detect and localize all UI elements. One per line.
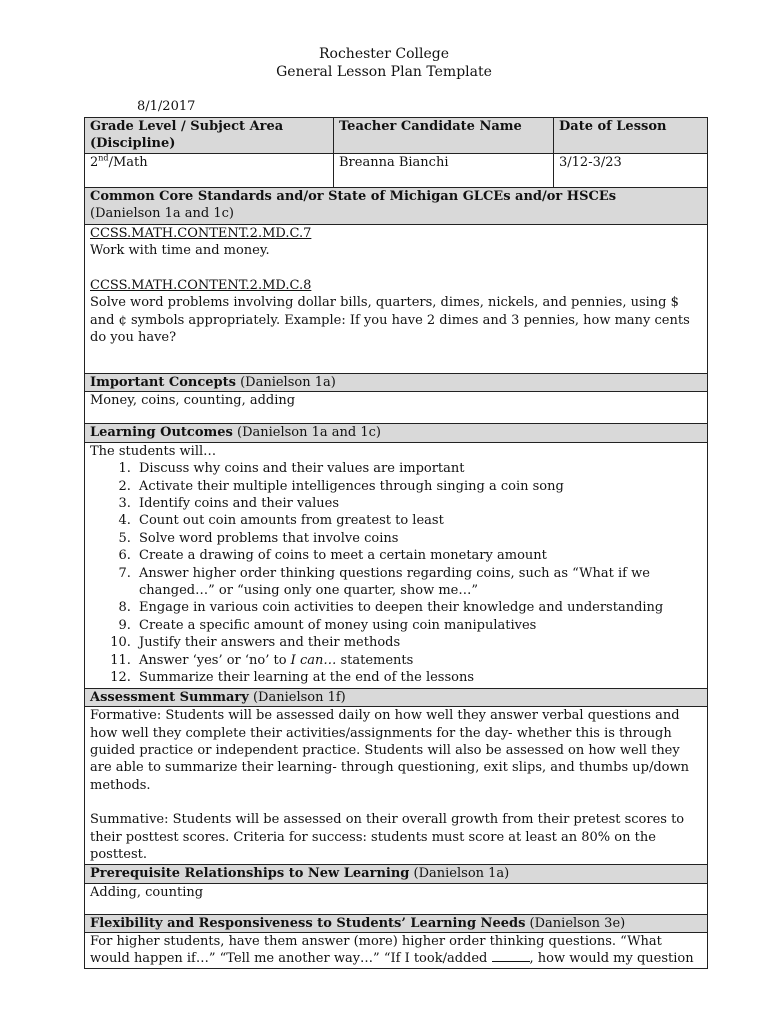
assessment-header-row <box>85 688 708 706</box>
outcomes-body-row <box>85 442 708 688</box>
outcome-item <box>135 652 702 669</box>
flex-header <box>85 914 708 932</box>
standards-header-row <box>85 188 708 225</box>
outcomes-intro: The students will… <box>90 443 217 459</box>
college-name: Rochester College <box>319 46 449 62</box>
outcome-text: Answer ‘yes’ or ‘no’ to <box>139 652 291 668</box>
prereq-header <box>85 865 708 883</box>
flex-header-row <box>85 914 708 932</box>
flex-title: Flexibility and Responsiveness to Students’ Learning Needs <box>90 915 526 931</box>
formative-text: Formative: Students will be assessed daily on how well they answer verbal questions and how well they complete their activities/assignments for the day- whether this is through guided practice or independent practice. Students will also be assessed on how well they are able to summarize their learning- through questioning, exit slips, and thumbs up/down methods. <box>90 708 689 793</box>
grade-number: 2 <box>90 155 99 170</box>
standards-body-row <box>85 225 708 374</box>
document-title <box>0 45 768 81</box>
concepts-title: Important Concepts <box>90 375 236 390</box>
grade-suffix: nd <box>98 153 109 163</box>
concepts-ref: (Danielson 1a) <box>240 375 336 390</box>
outcomes-ref: (Danielson 1a and 1c) <box>237 425 381 441</box>
lesson-date-header: Date of Lesson <box>554 118 708 154</box>
lesson-date-value: 3/12-3/23 <box>554 154 708 188</box>
standards-body <box>85 225 708 374</box>
outcome-item: 1. Discuss why coins and their values are important <box>135 460 702 477</box>
standard-text: Work with time and money. <box>90 243 270 259</box>
outcome-item: 8. Engage in various coin activities to deepen their knowledge and understanding <box>135 599 702 616</box>
prereq-text: Adding, counting <box>85 883 708 914</box>
outcomes-body <box>85 442 708 688</box>
standard-text: Solve word problems involving dollar bills, quarters, dimes, nickels, and pennies, using $ and ¢ symbols appropriately. Example: If you have 2 dimes and 3 pennies, how many cents do you have? <box>90 295 690 346</box>
concepts-text: Money, coins, counting, adding <box>85 392 708 424</box>
flex-text: , how would my question <box>529 951 694 967</box>
flex-text: For higher students, have them answer (more) higher order thinking questions. “What would happen if…” “Tell me another way…” “If I took/added <box>90 934 662 967</box>
prereq-header-row <box>85 865 708 883</box>
grade-level-value <box>85 154 334 188</box>
info-header-row <box>85 118 708 154</box>
outcome-text: statements <box>336 652 414 668</box>
teacher-name-header: Teacher Candidate Name <box>334 118 554 154</box>
standards-title: Common Core Standards and/or State of Michigan GLCEs and/or HSCEs <box>90 189 617 204</box>
outcome-emphasis: I can… <box>290 652 337 668</box>
standards-ref: (Danielson 1a and 1c) <box>90 206 234 222</box>
standards-header <box>85 188 708 225</box>
outcome-item: 7. Answer higher order thinking questions regarding coins, such as “What if we changed…” or “using only one quarter, show me…” <box>135 565 702 600</box>
outcomes-title: Learning Outcomes <box>90 425 233 441</box>
grade-level-header: Grade Level / Subject Area (Discipline) <box>85 118 334 154</box>
flex-body <box>85 933 708 969</box>
grade-subject: /Math <box>108 155 148 170</box>
document-date: 8/1/2017 <box>137 99 196 114</box>
info-values-row <box>85 154 708 188</box>
outcome-item: 2. Activate their multiple intelligences through singing a coin song <box>135 478 702 495</box>
assessment-body-row <box>85 707 708 865</box>
standard-code-link[interactable]: CCSS.MATH.CONTENT.2.MD.C.8 <box>90 277 312 293</box>
prereq-title: Prerequisite Relationships to New Learning <box>90 866 410 882</box>
outcome-item: 9. Create a specific amount of money using coin manipulatives <box>135 617 702 634</box>
outcome-item: 6. Create a drawing of coins to meet a certain monetary amount <box>135 547 702 564</box>
outcomes-header-row <box>85 424 708 442</box>
concepts-body-row <box>85 392 708 424</box>
fill-in-blank <box>492 950 530 962</box>
outcome-item: 5. Solve word problems that involve coins <box>135 530 702 547</box>
template-name: General Lesson Plan Template <box>276 64 492 80</box>
outcome-item: 4. Count out coin amounts from greatest to least <box>135 512 702 529</box>
prereq-ref: (Danielson 1a) <box>413 866 510 882</box>
outcome-item: 12. Summarize their learning at the end of the lessons <box>135 669 702 686</box>
outcomes-header <box>85 424 708 442</box>
concepts-header-row <box>85 374 708 392</box>
outcomes-list <box>90 460 702 686</box>
standard-code-link[interactable]: CCSS.MATH.CONTENT.2.MD.C.7 <box>90 226 312 241</box>
assessment-title: Assessment Summary <box>90 689 249 705</box>
assessment-ref: (Danielson 1f) <box>252 689 346 705</box>
outcome-item: 10. Justify their answers and their methods <box>135 634 702 651</box>
outcome-item: 3. Identify coins and their values <box>135 495 702 512</box>
concepts-header <box>85 374 708 392</box>
assessment-header <box>85 688 708 706</box>
lesson-plan-table <box>84 117 708 969</box>
summative-text: Summative: Students will be assessed on their overall growth from their pretest scores to their posttest scores. Criteria for success: students must score at least an 80% on the posttest. <box>90 812 685 863</box>
prereq-body-row <box>85 883 708 914</box>
flex-body-row <box>85 933 708 969</box>
assessment-body <box>85 707 708 865</box>
teacher-name-value: Breanna Bianchi <box>334 154 554 188</box>
flex-ref: (Danielson 3e) <box>529 915 626 931</box>
